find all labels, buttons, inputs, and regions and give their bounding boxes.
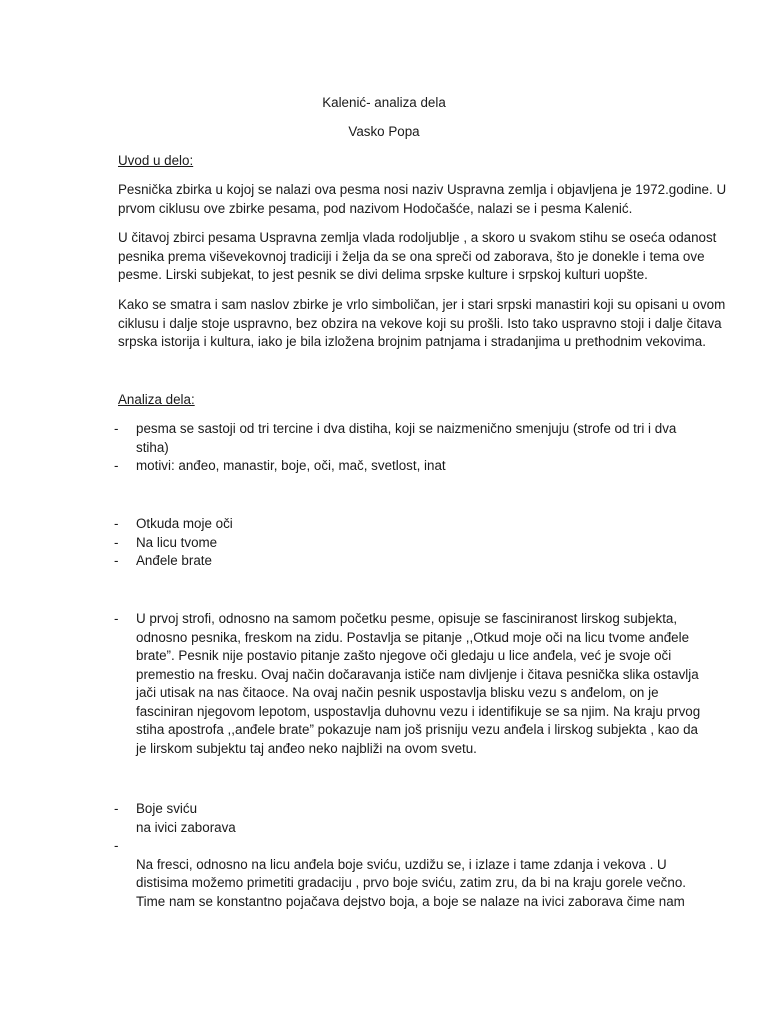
dash-bullet: - [114,534,119,550]
list-item [110,457,670,476]
text-line: stiha apostrofa ,,anđele brate” pokazuje nam još prisniju vezu anđela i lirskog subjekta , kao da [136,722,698,737]
list-item [110,800,670,837]
list-item [110,552,670,571]
dash-bullet: - [114,458,119,473]
text-line: ciklusu i dalje stoje uspravno, bez obzira na vekove koji su prošli. Isto tako uspravno stoji i dalje čitava [118,315,722,331]
verse-line: Otkuda moje oči [136,516,233,531]
text-line: stiha) [136,439,169,455]
dash-bullet: - [114,801,119,816]
text-line: Pesnička zbirka u kojoj se nalazi ova pesma nosi naziv Uspravna zemlja i objavljena je 1972.godine. U [118,182,727,197]
intro-paragraph-3 [118,296,726,352]
verse-line: Anđele brate [136,553,212,568]
text-line: srpska istorija i kultura, iako je bila izložena brojnim patnjama i stradanjima u prethodnim vekovima. [118,334,706,349]
analysis-bullet-list [110,420,677,476]
text-line: Kako se smatra i sam naslov zbirke je vrlo simboličan, jer i stari srpski manastiri koji su opisani u ovom [118,297,726,312]
list-item [110,515,670,534]
dash-bullet: - [114,421,119,436]
document-title: Kalenić- analiza dela [322,95,446,110]
verse-list [110,515,670,571]
text-line: Na fresci, odnosno na licu anđela boje sviću, uzdižu se, i izlaze i tame zdanja i vekova . U [136,856,667,872]
list-item [110,610,701,758]
analysis-paragraph-list [110,610,701,758]
text-line: U prvoj strofi, odnosno na samom početku pesme, opisuje se fasciniranost lirskog subjekta, [136,611,678,626]
intro-paragraph-2 [118,229,717,285]
document-author: Vasko Popa [348,124,420,139]
verse-line: Na licu tvome [136,534,218,550]
text-line: brate”. Pesnik nije postavio pitanje zašto njegove oči gledaju u lice anđela, već je svoje oči [136,648,672,663]
text-line: motivi: anđeo, manastir, boje, oči, mač, svetlost, inat [136,458,446,473]
dash-bullet: - [114,516,119,531]
text-line: je lirskom subjektu taj anđeo neko najbliži na ovom svetu. [136,740,477,756]
dash-bullet: - [114,611,119,626]
text-line: premestio na fresku. Ovaj način dočaravanja ističe nam divljenje i čitava pesnička slika ostavlja [136,666,699,682]
text-line: pesnika prema viševekovnoj tradiciji i želja da se ona spreči od zaborava, što je donekle i tema ove [118,248,705,264]
text-line: Time nam se konstantno pojačava dejstvo boja, a boje se nalaze na ivici zaborava čime nam [136,893,685,909]
verse-line: Boje sviću [136,801,198,816]
analysis-heading: Analiza dela: [118,392,195,407]
text-line: U čitavoj zbirci pesama Uspravna zemlja vlada rodoljublje , a skoro u svakom stihu se oseća odanost [118,230,717,245]
dash-bullet: - [114,553,119,568]
text-line: odnosno pesnika, freskom na zidu. Postavlja se pitanje ,,Otkud moje oči na licu tvome anđele [136,629,690,645]
list-item [110,420,677,457]
intro-heading: Uvod u delo: [118,153,194,168]
verse2-list [110,800,686,911]
list-item [110,837,686,911]
empty-line [136,837,670,856]
dash-bullet: - [114,838,119,853]
text-line: prvom ciklusu ove zbirke pesama, pod nazivom Hodočašće, nalazi se i pesma Kalenić. [118,200,633,216]
text-line: pesme. Lirski subjekat, to jest pesnik se divi delima srpske kulture i srpskoj kulturi uopšte. [118,267,648,282]
text-line: fasciniran njegovom lepotom, uspostavlja duhovnu vezu i identifikuje se sa njim. Na kraju prvog [136,703,701,719]
intro-paragraph-1 [118,181,727,218]
text-line: pesma se sastoji od tri tercine i dva distiha, koji se naizmenično smenjuju (strofe od tri i dva [136,421,677,436]
text-line: distisima možemo primetiti gradaciju , prvo boje sviću, zatim zru, da bi na kraju gorele večno. [136,875,686,890]
text-line: jači utisak na nas čitaoce. Na ovaj način pesnik uspostavlja blisku vezu s anđelom, on je [136,685,659,700]
list-item [110,534,670,553]
verse-line: na ivici zaborava [136,819,236,835]
